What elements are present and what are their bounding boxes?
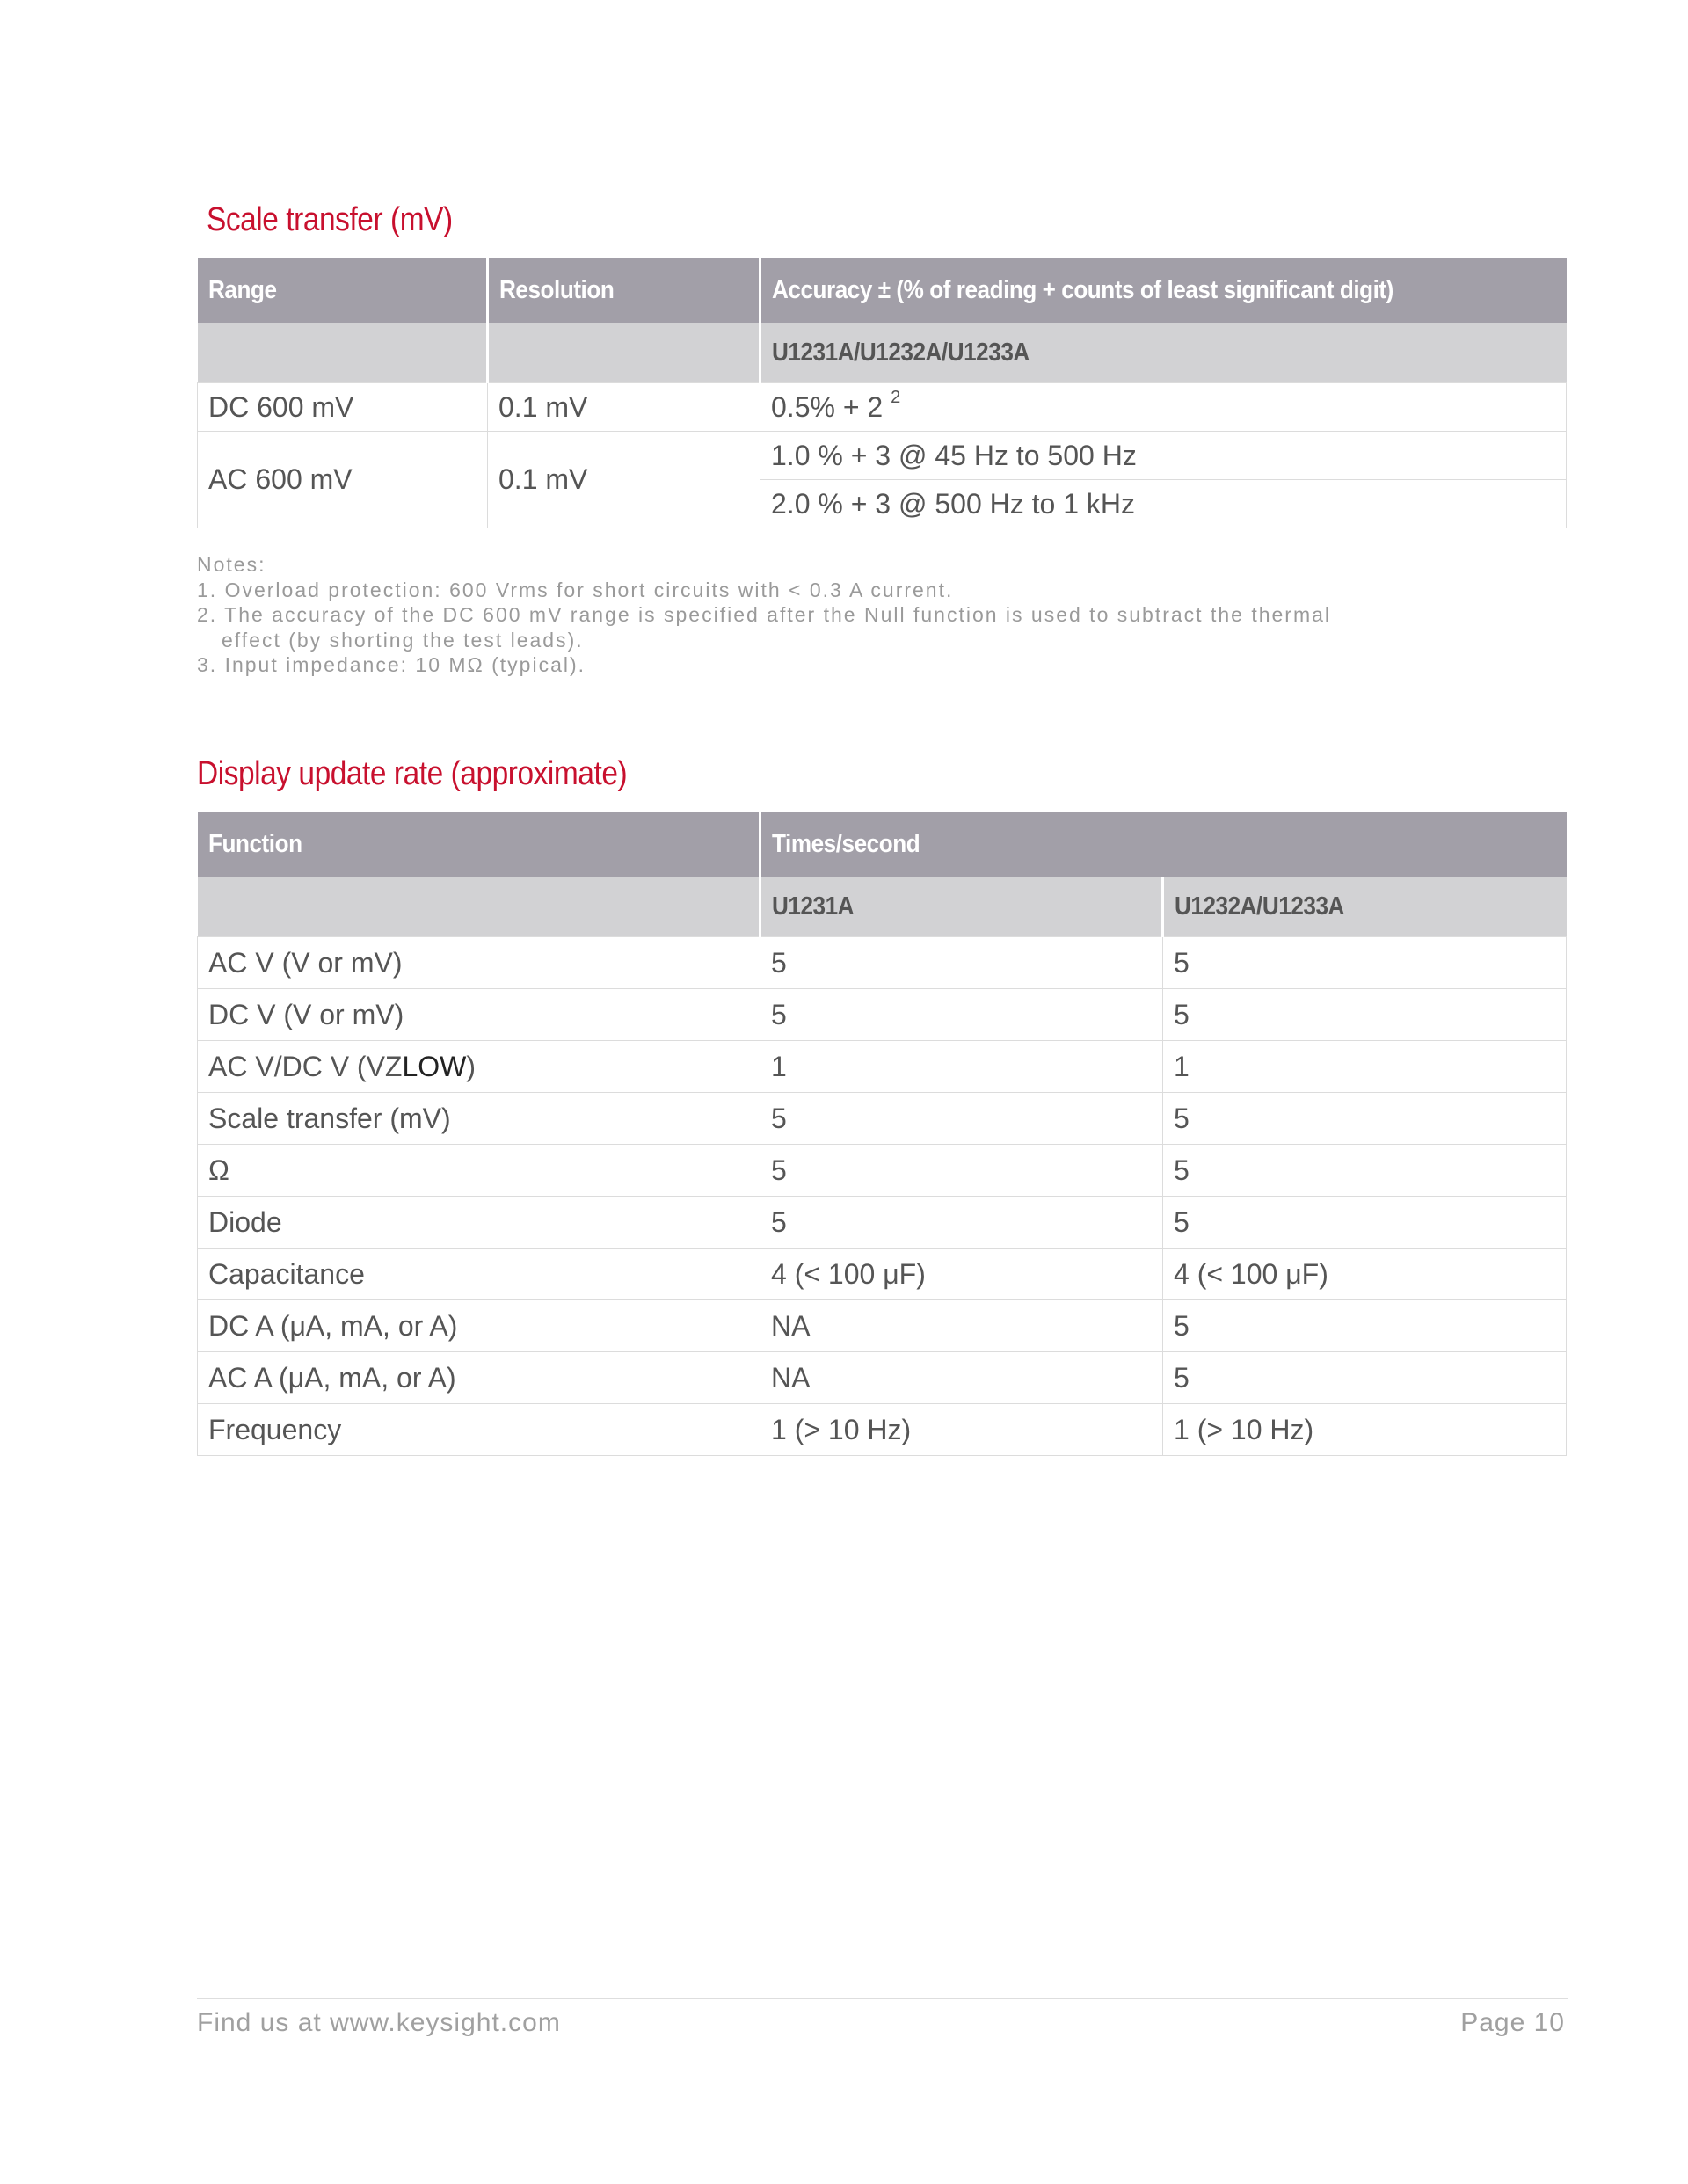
cell-accuracy: 2.0 % + 3 @ 500 Hz to 1 kHz	[760, 480, 1567, 528]
cell-u1231a: 4 (< 100 μF)	[760, 1249, 1163, 1300]
table-row	[198, 432, 1567, 480]
cell-u1232a: 5	[1163, 1093, 1567, 1145]
table-row	[198, 989, 1567, 1041]
footer-website-text: Find us at www.keysight.com	[197, 2008, 561, 2037]
cell-u1232a: 1 (> 10 Hz)	[1163, 1404, 1567, 1456]
cell-u1231a: NA	[760, 1352, 1163, 1404]
section-title-scale-transfer: Scale transfer (mV)	[207, 201, 453, 238]
table-row	[198, 937, 1567, 989]
table-header-row	[198, 258, 1567, 323]
column-header-resolution: Resolution	[488, 258, 760, 323]
footnote-ref: 2	[891, 387, 901, 407]
cell-function: Scale transfer (mV)	[198, 1093, 760, 1145]
scale-transfer-table	[197, 258, 1567, 528]
cell-function: AC V/DC V (VZLOW)	[198, 1041, 760, 1093]
table-row	[198, 1249, 1567, 1300]
table-row	[198, 1300, 1567, 1352]
cell-u1231a: 1	[760, 1041, 1163, 1093]
notes-heading: Notes:	[197, 553, 266, 576]
footer-divider	[197, 1998, 1568, 1999]
cell-function: Frequency	[198, 1404, 760, 1456]
table-row	[198, 1352, 1567, 1404]
note-item: 3. Input impedance: 10 MΩ (typical).	[197, 653, 586, 676]
display-update-rate-table	[197, 812, 1567, 1456]
cell-u1231a: NA	[760, 1300, 1163, 1352]
cell-range: DC 600 mV	[198, 383, 488, 432]
cell-u1232a: 1	[1163, 1041, 1567, 1093]
table-row	[198, 1197, 1567, 1249]
cell-u1232a: 5	[1163, 1197, 1567, 1249]
column-header-function: Function	[198, 812, 760, 877]
notes-block	[197, 552, 1428, 678]
cell-u1232a: 5	[1163, 937, 1567, 989]
cell-function: Diode	[198, 1197, 760, 1249]
subheader-u1231a: U1231A	[760, 877, 1163, 937]
cell-u1231a: 5	[760, 937, 1163, 989]
cell-u1231a: 5	[760, 989, 1163, 1041]
cell-accuracy: 1.0 % + 3 @ 45 Hz to 500 Hz	[760, 432, 1567, 480]
table-row	[198, 1093, 1567, 1145]
cell-function: DC V (V or mV)	[198, 989, 760, 1041]
subheader-models: U1231A/U1232A/U1233A	[760, 323, 1567, 383]
cell-function: Capacitance	[198, 1249, 760, 1300]
note-item: 1. Overload protection: 600 Vrms for short circuits with < 0.3 A current.	[197, 578, 954, 601]
cell-function: DC A (μA, mA, or A)	[198, 1300, 760, 1352]
column-header-times-per-second: Times/second	[760, 812, 1567, 877]
cell-function: AC V (V or mV)	[198, 937, 760, 989]
cell-u1232a: 5	[1163, 989, 1567, 1041]
column-header-accuracy: Accuracy ± (% of reading + counts of least significant digit)	[760, 258, 1567, 323]
cell-function: AC A (μA, mA, or A)	[198, 1352, 760, 1404]
column-header-range: Range	[198, 258, 488, 323]
table-row	[198, 1145, 1567, 1197]
cell-resolution: 0.1 mV	[488, 383, 760, 432]
cell-u1231a: 5	[760, 1093, 1163, 1145]
table-subheader-row	[198, 877, 1567, 937]
note-item: 2. The accuracy of the DC 600 mV range is specified after the Null function is used to subtract the thermal	[197, 603, 1332, 626]
section-title-display-update-rate: Display update rate (approximate)	[197, 755, 628, 792]
cell-u1232a: 5	[1163, 1352, 1567, 1404]
table-row	[198, 1041, 1567, 1093]
table-subheader-row	[198, 323, 1567, 383]
footer-page-number: Page 10	[1460, 2008, 1565, 2037]
cell-u1231a: 5	[760, 1145, 1163, 1197]
table-header-row	[198, 812, 1567, 877]
subheader-u1232a-u1233a: U1232A/U1233A	[1163, 877, 1567, 937]
table-row	[198, 383, 1567, 432]
cell-range: AC 600 mV	[198, 432, 488, 528]
cell-u1231a: 5	[760, 1197, 1163, 1249]
cell-resolution: 0.1 mV	[488, 432, 760, 528]
table-row	[198, 1404, 1567, 1456]
cell-accuracy: 0.5% + 2 $^2$	[760, 383, 1567, 432]
cell-u1232a: 4 (< 100 μF)	[1163, 1249, 1567, 1300]
cell-u1231a: 1 (> 10 Hz)	[760, 1404, 1163, 1456]
cell-function: Ω	[198, 1145, 760, 1197]
cell-u1232a: 5	[1163, 1300, 1567, 1352]
note-item-continuation: effect (by shorting the test leads).	[222, 628, 584, 652]
cell-u1232a: 5	[1163, 1145, 1567, 1197]
